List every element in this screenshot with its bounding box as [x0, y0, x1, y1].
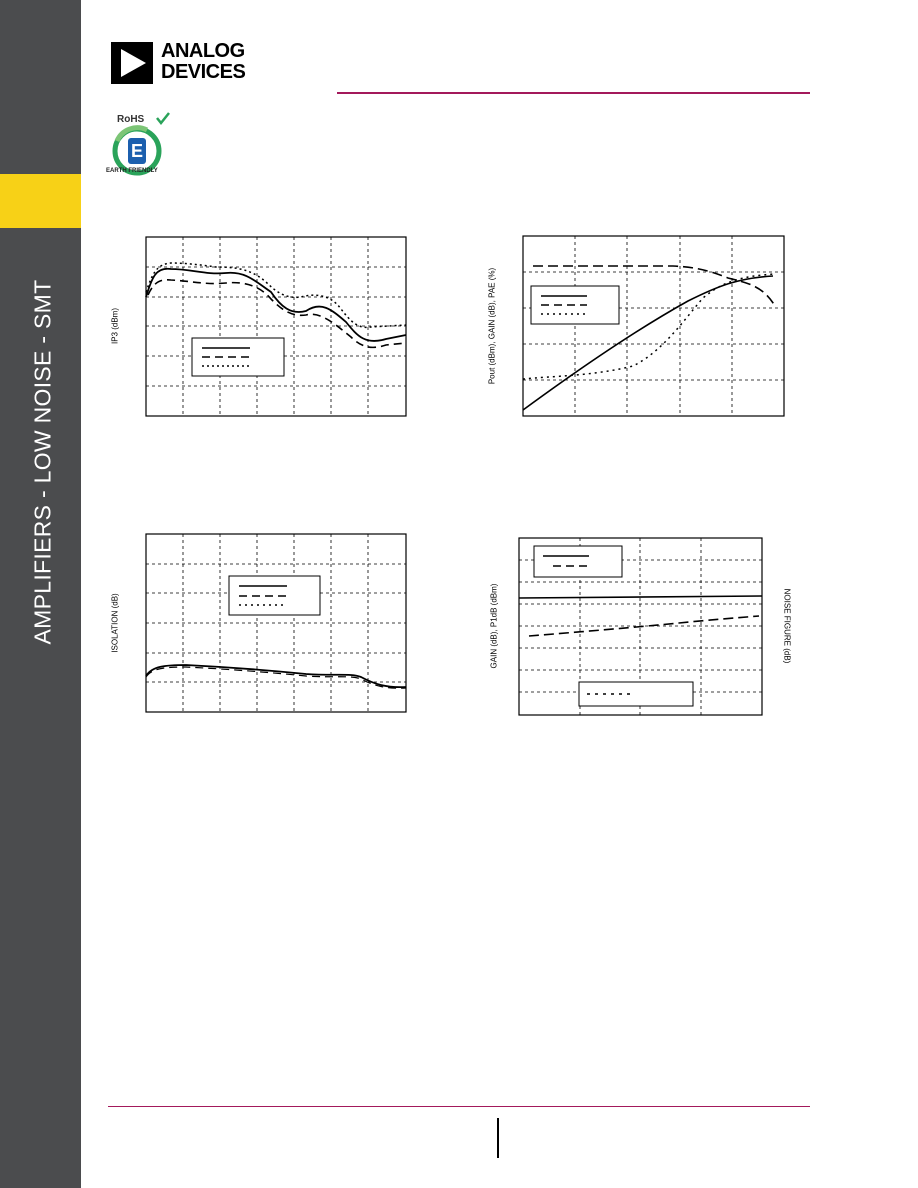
pout-chart — [487, 236, 784, 416]
logo-line2: DEVICES — [161, 61, 246, 83]
gain-nf-plot — [519, 538, 762, 715]
sidebar — [0, 0, 81, 1188]
gain-nf-ylabel-right: NOISE FIGURE (dB) — [782, 588, 792, 664]
pout-plot — [523, 236, 784, 416]
pout-ylabel: Pout (dBm), GAIN (dB), PAE (%) — [487, 267, 497, 385]
isolation-plot — [146, 534, 406, 712]
rohs-letter: E — [130, 141, 143, 161]
ip3-ylabel: IP3 (dBm) — [110, 307, 120, 345]
isolation-chart — [110, 534, 406, 712]
header-rule — [337, 92, 810, 94]
ip3-plot — [146, 237, 406, 416]
rohs-top-text: RoHS — [117, 114, 145, 125]
sidebar-accent-bar — [0, 174, 81, 228]
gain-nf-chart — [489, 538, 792, 715]
footer-divider — [497, 1118, 499, 1158]
company-logo — [111, 42, 271, 84]
ip3-chart — [110, 237, 406, 416]
rohs-badge — [103, 111, 171, 179]
isolation-ylabel: ISOLATION (dB) — [110, 593, 120, 653]
logo-line1: ANALOG — [161, 40, 245, 62]
footer-rule — [108, 1106, 810, 1107]
logo-triangle-icon — [111, 42, 153, 84]
gain-nf-ylabel: GAIN (dB), P1dB (dBm) — [489, 583, 499, 669]
rohs-bottom-text: EARTH FRIENDLY — [106, 168, 158, 174]
sidebar-vertical-title: AMPLIFIERS - LOW NOISE - SMT — [29, 279, 56, 645]
